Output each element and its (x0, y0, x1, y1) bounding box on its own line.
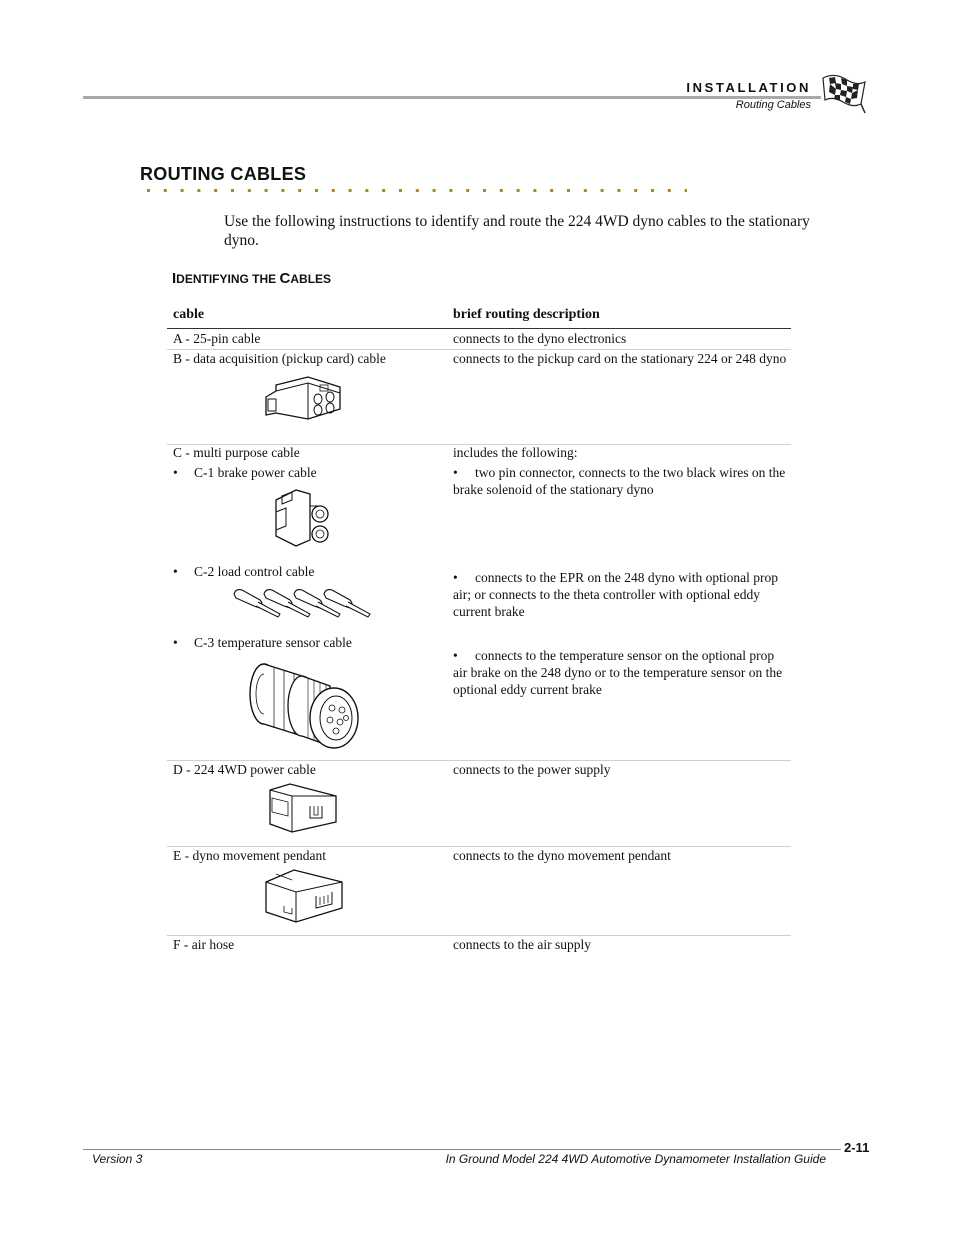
row-c1-cable: • C-1 brake power cable (173, 465, 317, 480)
dotted-rule-dot (298, 189, 301, 192)
dotted-rule-dot (601, 189, 604, 192)
row-c-cable: C - multi purpose cable (173, 445, 300, 460)
dotted-rule-dot (584, 189, 587, 192)
dotted-rule-dot (197, 189, 200, 192)
footer-rule (83, 1149, 841, 1150)
dotted-rule-dot (164, 189, 167, 192)
dotted-rule-dot (349, 189, 352, 192)
dotted-rule-dot (567, 189, 570, 192)
dotted-rule-dot (231, 189, 234, 192)
dotted-rule-dot (483, 189, 486, 192)
dotted-rule-dot (147, 189, 150, 192)
dotted-rule-dot (365, 189, 368, 192)
dotted-rule-dot (382, 189, 385, 192)
row-c1-desc: • two pin connector, connects to the two black wires on the brake solenoid of the stationary dyno (453, 465, 786, 497)
header-rule (83, 96, 821, 99)
row-b-desc: connects to the pickup card on the stationary 224 or 248 dyno (453, 351, 787, 366)
row-d-desc: connects to the power supply (453, 762, 611, 777)
page-title: ROUTING CABLES (140, 164, 307, 184)
dotted-rule-dot (651, 189, 654, 192)
table-header-cable: cable (173, 307, 205, 322)
checkered-flag-icon (821, 74, 867, 114)
row-c-desc: includes the following: (453, 445, 578, 460)
dotted-rule-dot (181, 189, 184, 192)
dotted-rule-dot (315, 189, 318, 192)
dotted-rule-dot (416, 189, 419, 192)
dotted-rule-dot (533, 189, 536, 192)
row-f-cable: F - air hose (173, 937, 235, 952)
table-header-description: brief routing description (453, 307, 600, 322)
row-f-desc: connects to the air supply (453, 937, 591, 952)
row-a-cable: A - 25-pin cable (173, 331, 261, 346)
running-header-section: INSTALLATION (686, 80, 811, 95)
load-control-pins-illustration (230, 584, 380, 624)
dotted-rule-dot (550, 189, 553, 192)
dotted-rule-dot (685, 189, 687, 192)
page-number: 2-11 (844, 1140, 870, 1155)
dotted-rule-dot (433, 189, 436, 192)
dotted-rule-dot (617, 189, 620, 192)
row-e-desc: connects to the dyno movement pendant (453, 848, 671, 863)
row-c3-desc: • connects to the temperature sensor on the optional prop air brake on the 248 dyno or to the temperature sensor on the optional eddy current brake (453, 648, 783, 697)
table-header-rule (167, 328, 791, 329)
running-header-subsection: Routing Cables (735, 99, 811, 111)
row-c2-desc: • connects to the EPR on the 248 dyno with optional prop air; or connects to the theta controller with optional eddy current brake (453, 570, 778, 619)
footer-version: Version 3 (92, 1152, 143, 1166)
dotted-rule-dot (332, 189, 335, 192)
intro-paragraph: Use the following instructions to identify and route the 224 4WD dyno cables to the stationary dyno. (224, 213, 810, 249)
row-c2-cable: • C-2 load control cable (173, 564, 315, 579)
pendant-connector-illustration (262, 866, 346, 924)
row-d-cable: D - 224 4WD power cable (173, 762, 316, 777)
row-b-cable: B - data acquisition (pickup card) cable (173, 351, 386, 366)
row-e-cable: E - dyno movement pendant (173, 848, 326, 863)
temperature-sensor-connector-illustration (244, 658, 364, 754)
dotted-rule-dot (265, 189, 268, 192)
dotted-rule-dot (214, 189, 217, 192)
dotted-rule-dot (500, 189, 503, 192)
title-dotted-rule (142, 184, 687, 198)
dotted-rule-dot (668, 189, 671, 192)
dotted-rule-dot (248, 189, 251, 192)
power-cable-connector-illustration (266, 782, 340, 834)
dotted-rule-dot (281, 189, 284, 192)
section-subheading: IDENTIFYING THE CABLES (172, 270, 332, 287)
pickup-card-connector-illustration (262, 375, 344, 423)
footer-guide-title: In Ground Model 224 4WD Automotive Dynamometer Installation Guide (445, 1152, 826, 1166)
dotted-rule-dot (466, 189, 469, 192)
dotted-rule-dot (399, 189, 402, 192)
dotted-rule-dot (634, 189, 637, 192)
dotted-rule-dot (517, 189, 520, 192)
brake-power-connector-illustration (270, 486, 338, 548)
row-a-desc: connects to the dyno electronics (453, 331, 627, 346)
dotted-rule-dot (449, 189, 452, 192)
row-c3-cable: • C-3 temperature sensor cable (173, 635, 352, 650)
